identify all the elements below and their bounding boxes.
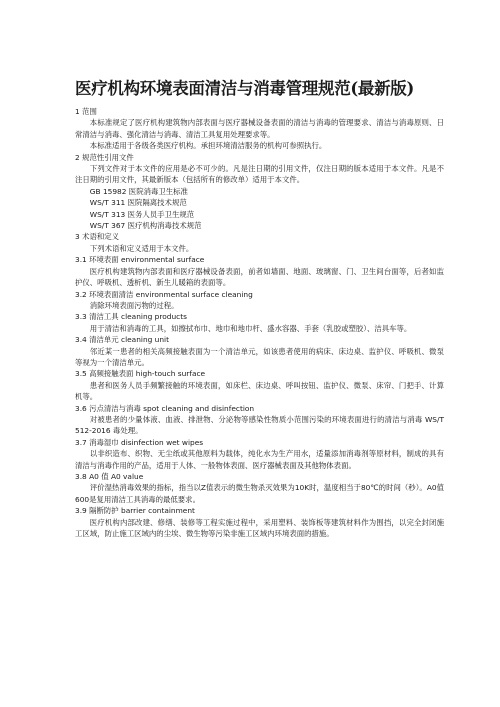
body-paragraph: 本标准适用于各级各类医疗机构。承担环境清洁服务的机构可参照执行。: [89, 141, 327, 151]
section-heading: 3.6 污点清洁与消毒 spot cleaning and disinfection: [75, 403, 255, 413]
document-title: 医疗机构环境表面清洁与消毒管理规范(最新版): [75, 79, 415, 98]
section-heading: 3 术语和定义: [75, 232, 120, 242]
body-paragraph: 对被患者的少量体液、血液、排泄物、分泌物等感染性物质小范围污染的环境表面进行的清洁与消毒 WS/T 512-2016 毒处理。: [75, 414, 444, 436]
section-heading: 2 规范性引用文件: [75, 152, 134, 162]
section-heading: 3.4 清洁单元 cleaning unit: [75, 335, 169, 345]
standard-reference: WS/T 311 医院隔离技术规范: [89, 198, 187, 208]
standard-reference: GB 15982 医院消毒卫生标准: [89, 186, 188, 196]
body-paragraph: 本标准规定了医疗机构建筑物内部表面与医疗器械设备表面的清洁与消毒的管理要求、清洁与消毒原则、日常清洁与消毒、强化清洁与消毒、清洁工具复用处理要求等。: [75, 118, 444, 139]
body-paragraph: 下列术语和定义适用于本文件。: [89, 243, 194, 253]
section-heading: 3.1 环境表面 environmental surface: [75, 255, 205, 265]
body-paragraph: 以非织造布、织物、无尘纸或其他原料为载体，纯化水为生产用水，适量添加消毒剂等原材料，制成的具有清洁与消毒作用的产品，适用于人体、一般物体表面、医疗器械表面及其他物体表面。: [75, 449, 444, 470]
section-heading: 3.5 高频接触表面 high-touch surface: [75, 369, 206, 379]
section-heading: 3.3 清洁工具 cleaning products: [75, 312, 187, 322]
section-heading: 3.8 A0 值 A0 value: [75, 472, 144, 481]
body-paragraph: 医疗机构建筑物内部表面和医疗器械设备表面，前者如墙面、地面、玻璃窗、门、卫生间台面等，后者如监护仪、呼吸机、透析机、新生儿暖箱的表面等。: [75, 266, 444, 288]
body-paragraph: 消除环境表面污物的过程。: [89, 300, 179, 310]
standard-reference: WS/T 313 医务人员手卫生规范: [89, 209, 195, 219]
document-body: [75, 106, 444, 539]
standard-reference: WS/T 367 医疗机构消毒技术规范: [89, 221, 202, 231]
body-paragraph: 患者和医务人员手频繁接触的环境表面，如床栏、床边桌、呼叫按钮、监护仪、微泵、床帘、门把手、计算机等。: [75, 380, 444, 402]
body-paragraph: 邻近某一患者的相关高频接触表面为一个清洁单元，如该患者使用的病床、床边桌、监护仪、呼吸机、微泵等视为一个清洁单元。: [75, 346, 444, 367]
body-paragraph: 下列文件对于本文件的应用是必不可少的。凡是注日期的引用文件，仅注日期的版本适用于本文件。凡是不注日期的引用文件，其最新版本（包括所有的修改单）适用于本文件。: [75, 164, 444, 185]
section-heading: 3.2 环境表面清洁 environmental surface cleaning: [75, 289, 253, 299]
section-heading: 1 范围: [75, 107, 97, 116]
section-heading: 3.9 隔断防护 barrier containment: [75, 506, 195, 516]
body-paragraph: 用于清洁和消毒的工具，如擦拭布巾、地巾和地巾杆、盛水容器、手套（乳胶或塑胶）、洁具车等。: [89, 323, 412, 333]
section-heading: 3.7 消毒湿巾 disinfection wet wipes: [75, 437, 204, 447]
body-paragraph: 评价湿热消毒效果的指标，指当以Z值表示的微生物杀灭效果为10K时，温度相当于80℃的时间（秒）。A0值600是复用清洁工具消毒的最低要求。: [75, 483, 444, 504]
body-paragraph: 医疗机构内部改建、修缮、装修等工程实施过程中，采用塑料、装饰板等建筑材料作为围挡，以完全封闭施工区域，防止施工区域内的尘埃、微生物等污染非施工区域内环境表面的措施。: [75, 517, 444, 539]
